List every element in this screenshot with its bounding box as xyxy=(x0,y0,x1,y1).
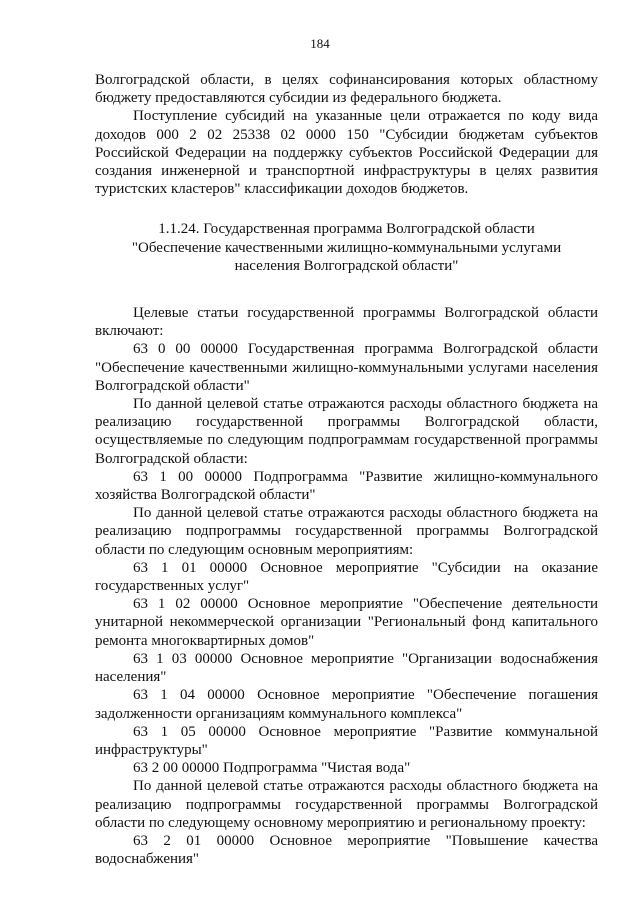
paragraph: 63 1 04 00000 Основное мероприятие "Обеспечение погашения задолженности организациям коммунального комплекса" xyxy=(95,687,598,722)
paragraph: 63 2 00 00000 Подпрограмма "Чистая вода" xyxy=(133,760,411,777)
paragraph: По данной целевой статье отражаются расходы областного бюджета на реализацию государственной программы Волгоградской области, осуществляемые по следующим подпрограммам государственной программы Волгоградской области: xyxy=(95,396,598,467)
paragraph: 63 0 00 00000 Государственная программа Волгоградской области "Обеспечение качественными жилищно-коммунальными услугами населения Волгоградской области" xyxy=(95,341,598,394)
section-heading-line-3: населения Волгоградской области" xyxy=(234,257,459,274)
paragraph: 63 1 03 00000 Основное мероприятие "Организации водоснабжения населения" xyxy=(95,650,598,686)
paragraph: 63 1 00 00000 Подпрограмма "Развитие жилищно-коммунального хозяйства Волгоградской области" xyxy=(95,468,598,504)
intro-section xyxy=(95,71,598,198)
paragraph: Волгоградской области, в целях софинансирования которых областному бюджету предоставляются субсидии из федерального бюджета. xyxy=(95,72,598,107)
section-heading-line-2: "Обеспечение качественными жилищно-коммунальными услугами xyxy=(131,239,562,256)
page-number: 184 xyxy=(310,36,330,51)
target-articles-section xyxy=(95,304,598,868)
paragraph: 63 1 02 00000 Основное мероприятие "Обеспечение деятельности унитарной некоммерческой организации "Региональный фонд капитального ремонта многоквартирных домов" xyxy=(95,596,598,649)
paragraph: 63 2 01 00000 Основное мероприятие "Повышение качества водоснабжения" xyxy=(95,832,598,868)
paragraph: 63 1 05 00000 Основное мероприятие "Развитие коммунальной инфраструктуры" xyxy=(95,723,598,758)
paragraph: Поступление субсидий на указанные цели отражается по коду вида доходов 000 2 02 25338 02 0000 150 "Субсидии бюджетам субъектов Российской Федерации на поддержку субъектов Российской Федерации для создания инженерной и транспортной инфраструктуры в целях развития туристских кластеров" классификации доходов бюджетов. xyxy=(95,108,598,198)
paragraph: По данной целевой статье отражаются расходы областного бюджета на реализацию подпрограммы государственной программы Волгоградской области по следующему основному мероприятию и региональному проекту: xyxy=(95,778,598,831)
section-heading xyxy=(95,220,598,275)
paragraph: 63 1 01 00000 Основное мероприятие "Субсидии на оказание государственных услуг" xyxy=(95,559,598,595)
section-heading-line-1: 1.1.24. Государственная программа Волгоградской области xyxy=(158,221,535,238)
document-body xyxy=(95,71,598,868)
paragraph: По данной целевой статье отражаются расходы областного бюджета на реализацию подпрограммы государственной программы Волгоградской области по следующим основным мероприятиям: xyxy=(95,505,598,558)
paragraph: Целевые статьи государственной программы Волгоградской области включают: xyxy=(95,305,598,340)
